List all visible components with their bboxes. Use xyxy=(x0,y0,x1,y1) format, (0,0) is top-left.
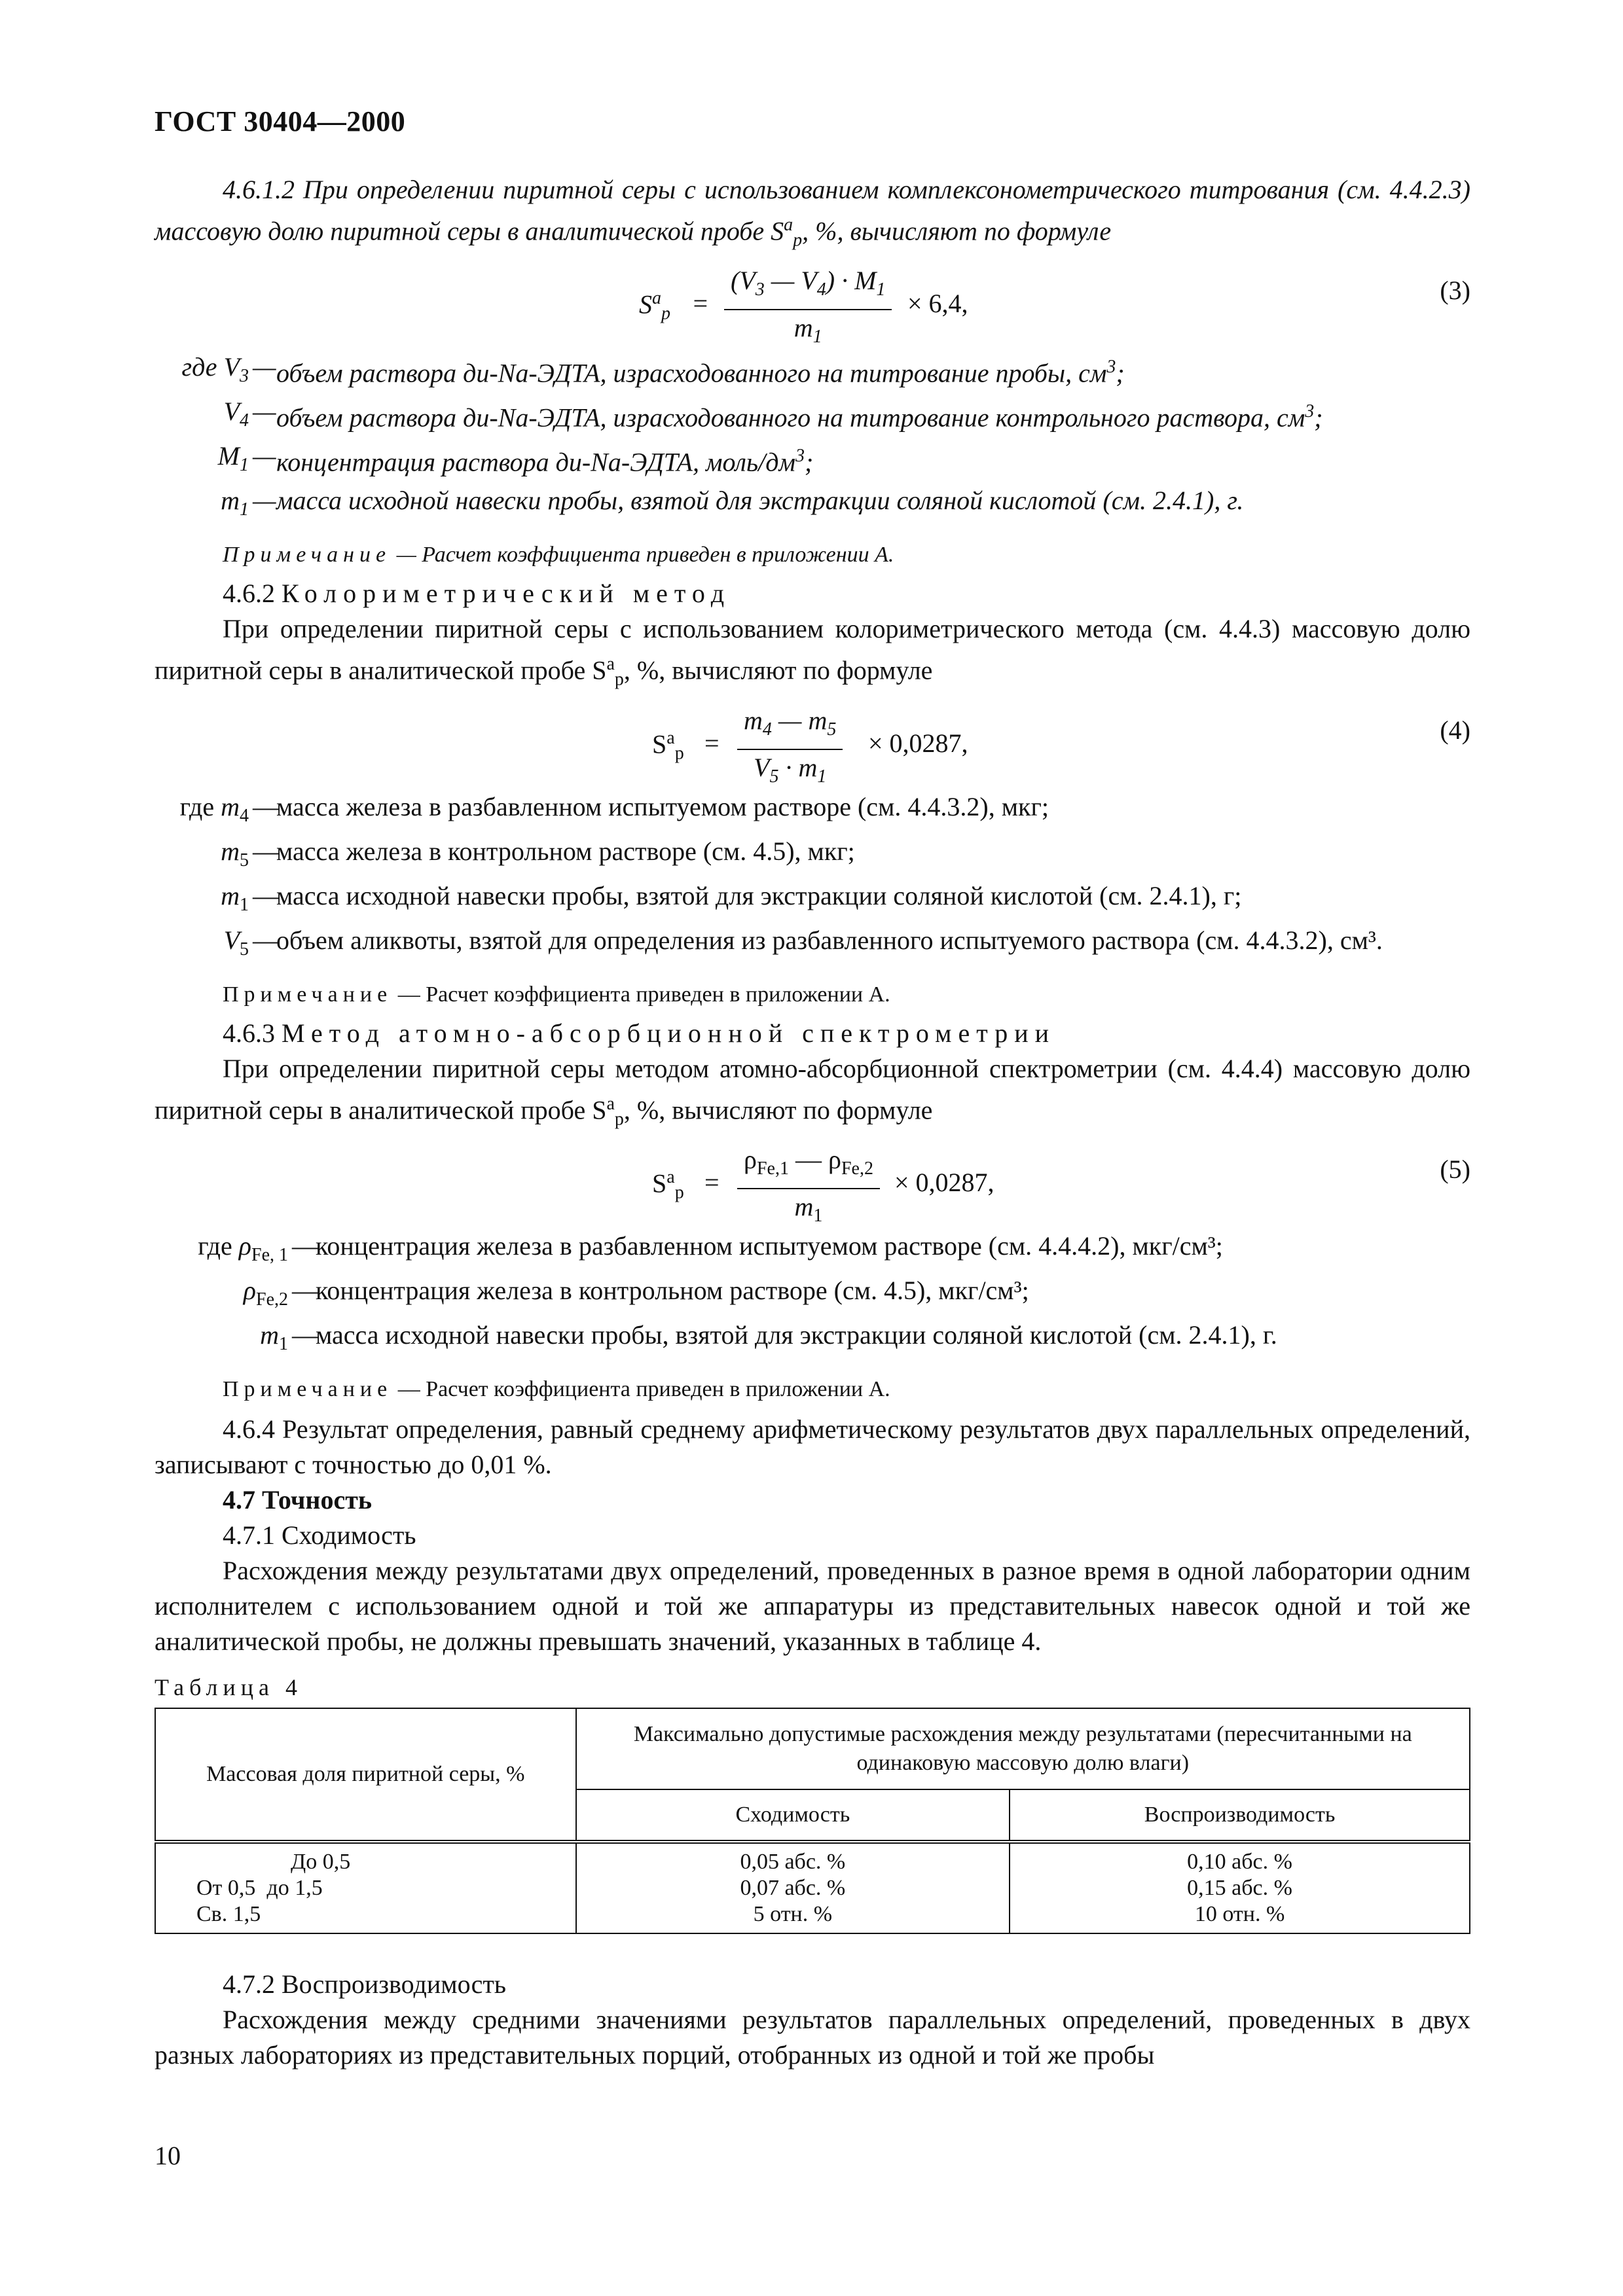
where-symbol: $m_1$ xyxy=(221,486,249,520)
paragraph-4-7-2: Расхождения между средними значениями результатов параллельных определений, проведенных в двух разных лабораториях из представительных порций, отобранных из одной и той же пробы xyxy=(155,2004,1470,2070)
where-definition: концентрация раствора ди-Na-ЭДТА, моль/$дм^3$; xyxy=(276,446,814,477)
table-header-group: Максимально допустимые расхождения между результатами (пересчитанными на одинаковую массовую долю влаги) xyxy=(576,1708,1470,1789)
where-symbol: $\rho_{Fe,2}$ xyxy=(243,1275,288,1310)
where-definition: объем аликвоты, взятой для определения из разбавленного испытуемого раствора (см. 4.4.3.2), см³. xyxy=(276,925,1383,955)
formula-5: $S^a_p$ = $\rho_{Fe,1}$ — $\rho_{Fe,2}$ $m_1$ × 0,0287, (5) xyxy=(652,1144,1470,1226)
where-symbol: где $V_3$ xyxy=(181,352,249,387)
where-symbol: где $m_4$ xyxy=(179,791,249,826)
paragraph-4-6-4: 4.6.4 Результат определения, равный среднему арифметическому результатов двух параллельных определений, записывают с точностью до 0,01 %. xyxy=(155,1414,1470,1479)
where-definition: объем раствора ди-Na-ЭДТА, израсходованного на титрование пробы, $см^3$; xyxy=(276,357,1125,388)
table-4 xyxy=(155,1708,1470,1934)
heading-4-7-2: 4.7.2 Воспроизводимость xyxy=(223,1969,507,1999)
table-header-convergence: Сходимость xyxy=(576,1789,1010,1842)
heading-4-7-1: 4.7.1 Сходимость xyxy=(223,1520,416,1550)
where-definition: концентрация железа в разбавленном испытуемом растворе (см. 4.4.4.2), мкг/см³; xyxy=(316,1230,1223,1261)
where-definition: масса исходной навески пробы, взятой для экстракции соляной кислотой (см. 2.4.1), г; xyxy=(276,880,1242,910)
where-list-4-6-1-2: где $V_3$ — объем раствора ди-Na-ЭДТА, израсходованного на титрование пробы, $см^3$; $V_4$ — объем раствора ди-Na-ЭДТА, израсходованного на титрование контрольного раствора, $см^3$; $M_1$ — концентрация раствора ди-Na-ЭДТА, моль/$дм^3$; $m_1$ — масса исходной навески пробы, взятой для экстракции соляной кислотой (см. 2.4.1), г. xyxy=(155,350,1470,528)
where-symbol: $V_5$ xyxy=(223,925,249,960)
where-symbol: $m_5$ xyxy=(221,836,249,870)
formula-3: $S^a_p$ = $\frac{(V_3 — V_4) \cdot M_1}{m_1}$ × 6,4, (3) xyxy=(639,266,1470,348)
where-symbol: $m_1$ xyxy=(221,880,249,915)
table-cell-convergence: 0,05 абс. % xyxy=(740,1849,846,1874)
paragraph-4-6-2: При определении пиритной серы с использованием колориметрического метода (см. 4.4.3) массовую долю пиритной серы в аналитической пробе $S^a_p$, %, вычисляют по формуле xyxy=(155,614,1470,690)
where-definition: объем раствора ди-Na-ЭДТА, израсходованного на титрование контрольного раствора, $см^3$; xyxy=(276,401,1323,433)
heading-4-6-2: 4.6.2 Колориметрический метод xyxy=(223,579,731,609)
formula-number-5: (5) xyxy=(1440,1154,1470,1184)
table-header-reproducibility: Воспроизводимость xyxy=(1010,1789,1470,1842)
table-caption: Таблица 4 xyxy=(155,1674,302,1700)
table-row xyxy=(155,1842,1470,1933)
formula-number-3: (3) xyxy=(1440,276,1470,306)
where-symbol: $V_4$ xyxy=(223,397,249,431)
where-definition: масса железа в разбавленном испытуемом растворе (см. 4.4.3.2), мкг; xyxy=(276,791,1049,821)
table-cell-range: Св. 1,5 xyxy=(196,1901,261,1926)
page-number: 10 xyxy=(155,2141,181,2170)
table-header-mass-fraction: Массовая доля пиритной серы, % xyxy=(155,1708,576,1842)
note-4-6-1-2: Примечание — Расчет коэффициента приведен в приложении А. xyxy=(223,543,894,567)
paragraph-4-6-1-2: 4.6.1.2 При определении пиритной серы с использованием комплексонометрического титрования (см. 4.4.2.3) массовую долю пиритной серы в аналитической пробе $S^a_p$, %, вычисляют по формуле xyxy=(155,175,1470,251)
where-definition: масса исходной навески пробы, взятой для экстракции соляной кислотой (см. 2.4.1), г. xyxy=(276,486,1244,516)
document-page xyxy=(155,105,1470,2073)
table-cell-range: До 0,5 xyxy=(291,1849,351,1874)
where-list-4-6-2: где $m_4$ — масса железа в разбавленном испытуемом растворе (см. 4.4.3.2), мкг; $m_5$ — масса железа в контрольном растворе (см. 4.5), мкг; $m_1$ — масса исходной навески пробы, взятой для экстракции соляной кислотой (см. 2.4.1), г; $V_5$ — объем аликвоты, взятой для определения из разбавленного испытуемого раствора (см. 4.4.3.2), см³. xyxy=(155,789,1470,967)
where-definition: концентрация железа в контрольном растворе (см. 4.5), мкг/см³; xyxy=(316,1275,1029,1305)
where-symbol: где $\rho_{Fe, 1}$ xyxy=(198,1230,288,1265)
formula-number-4: (4) xyxy=(1440,715,1470,745)
heading-4-7: 4.7 Точность xyxy=(223,1484,373,1515)
where-definition: масса железа в контрольном растворе (см. 4.5), мкг; xyxy=(276,836,855,866)
note-4-6-3: Примечание — Расчет коэффициента приведен в приложении А. xyxy=(223,1376,890,1401)
table-cell-range: От 0,5 до 1,5 xyxy=(196,1875,323,1900)
where-definition: масса исходной навески пробы, взятой для экстракции соляной кислотой (см. 2.4.1), г. xyxy=(316,1319,1277,1350)
heading-4-6-3: 4.6.3 Метод атомно-абсорбционной спектрометрии xyxy=(223,1018,1056,1048)
document-header: ГОСТ 30404—2000 xyxy=(155,105,406,137)
paragraph-4-6-3: При определении пиритной серы методом атомно-абсорбционной спектрометрии (см. 4.4.4) массовую долю пиритной серы в аналитической пробе $S^a_p$, %, вычисляют по формуле xyxy=(155,1053,1470,1129)
note-4-6-2: Примечание — Расчет коэффициента приведен в приложении А. xyxy=(223,982,890,1007)
table-cell-convergence: 0,07 абс. % xyxy=(740,1875,846,1900)
where-symbol: $m_1$ xyxy=(260,1319,288,1354)
where-list-4-6-3: где $\rho_{Fe, 1}$ — концентрация железа в разбавленном испытуемом растворе (см. 4.4.4.2), мкг/см³; $\rho_{Fe,2}$ — концентрация железа в контрольном растворе (см. 4.5), мкг/см³; $m_1$ — масса исходной навески пробы, взятой для экстракции соляной кислотой (см. 2.4.1), г. xyxy=(155,1229,1470,1362)
table-cell-convergence: 5 отн. % xyxy=(753,1901,833,1926)
table-cell-reproducibility: 0,10 абс. % xyxy=(1187,1849,1292,1874)
paragraph-4-7-1: Расхождения между результатами двух определений, проведенных в разное время в одной лаборатории одним исполнителем с использованием одной и той же аппаратуры из представительных навесок одной и той же аналитической пробы, не должны превышать значений, указанных в таблице 4. xyxy=(155,1555,1470,1656)
table-cell-reproducibility: 0,15 абс. % xyxy=(1187,1875,1292,1900)
table-cell-reproducibility: 10 отн. % xyxy=(1194,1901,1285,1926)
formula-4: $S^a_p$ = $\frac{m_4 — m_5}{V_5 \cdot m_1}$ × 0,0287, (4) xyxy=(652,705,1470,787)
where-symbol: $M_1$ xyxy=(217,441,249,476)
